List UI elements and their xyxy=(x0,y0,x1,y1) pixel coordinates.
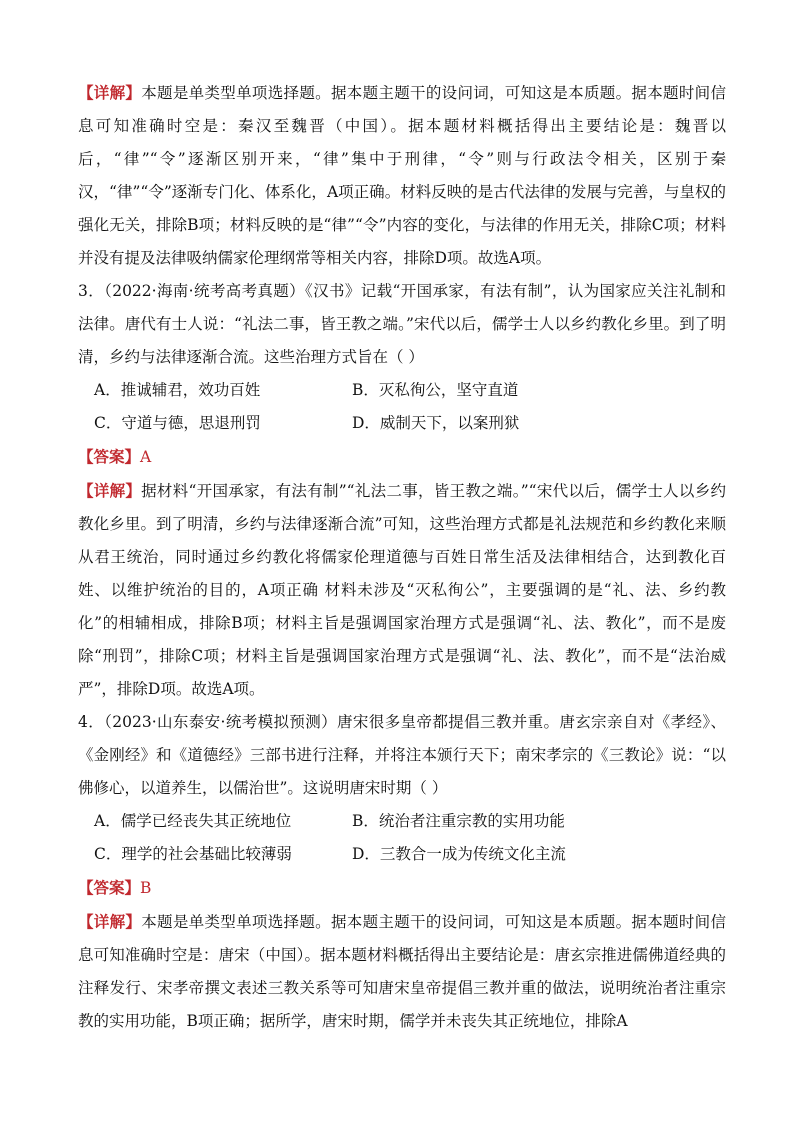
detail-text: 本题是单类型单项选择题。据本题主题干的设问词，可知这是本质题。据本题时间信息可知准确时空是：秦汉至魏晋（中国）。据本题材料概括得出主要结论是：魏晋以后，“律”“令”逐渐区别开来，“律”集中于刑律，“令”则与行政法令相关，区别于秦汉，“律”“令”逐渐专门化、体系化，A项正确。材料反映的是古代法律的发展与完善，与皇权的强化无关，排除B项；材料反映的是“律”“令”内容的变化，与法律的作用无关，排除C项；材料并没有提及法律吸纳儒家伦理纲常等相关内容，排除D项。故选A项。 xyxy=(78,84,726,267)
document-page xyxy=(78,76,726,1038)
question-3-options-row-1 xyxy=(78,374,726,407)
question-3-option-d: D．威制天下，以案刑狱 xyxy=(352,414,520,432)
answer-label: 【答案】 xyxy=(78,878,141,897)
question-4-detail xyxy=(78,905,726,1038)
question-3-answer xyxy=(78,440,726,474)
detail-label: 【详解】 xyxy=(78,912,142,931)
detail-label: 【详解】 xyxy=(78,481,142,500)
detail-text: 本题是单类型单项选择题。据本题主题干的设问词，可知这是本质题。据本题时间信息可知准确时空是：唐宋（中国）。据本题材料概括得出主要结论是：唐玄宗推进儒佛道经典的注释发行、宋孝帝撰文表述三教关系等可知唐宋皇帝提倡三教并重的做法，说明统治者注重宗教的实用功能，B项正确；据所学，唐宋时期，儒学并未丧失其正统地位，排除A xyxy=(78,913,726,1030)
question-4-option-c: C．理学的社会基础比较薄弱 xyxy=(94,845,292,863)
question-4-option-a: A．儒学已经丧失其正统地位 xyxy=(94,812,292,830)
detail-paragraph-prev xyxy=(78,76,726,275)
question-4-stem: 4．（2023·山东泰安·统考模拟预测）唐宋很多皇帝都提倡三教并重。唐玄宗亲自对《孝经》、《金刚经》和《道德经》三部书进行注释，并将注本颁行天下；南宋孝宗的《三教论》说：“以佛修心，以道养生，以儒治世”。这说明唐宋时期（ ） xyxy=(78,713,726,797)
question-4-answer xyxy=(78,871,726,905)
question-3-option-a: A．推诚辅君，效功百姓 xyxy=(94,381,261,399)
question-4-option-b: B．统治者注重宗教的实用功能 xyxy=(352,812,565,830)
question-3-option-b: B．灭私徇公，坚守直道 xyxy=(352,381,519,399)
question-4-options-row-1 xyxy=(78,805,726,838)
question-3-options-row-2 xyxy=(78,407,726,440)
question-3-option-c: C．守道与德，思退刑罚 xyxy=(94,414,261,432)
question-4-option-d: D．三教合一成为传统文化主流 xyxy=(352,845,566,863)
answer-label: 【答案】 xyxy=(78,447,141,466)
detail-text: 据材料“开国承家，有法有制”“礼法二事，皆王教之端。”“宋代以后，儒学士人以乡约教化乡里。到了明清，乡约与法律逐渐合流”可知，这些治理方式都是礼法规范和乡约教化来顺从君王统治，同时通过乡约教化将儒家伦理道德与百姓日常生活及法律相结合，达到教化百姓、以维护统治的目的，A项正确 材料未涉及“灭私徇公”，主要强调的是“礼、法、乡约教化”的相辅相成，排除B项；材料主旨是强调国家治理方式是强调“礼、法、教化”，而不是废除“刑罚”，排除C项；材料主旨是强调国家治理方式是强调“礼、法、教化”，而不是“法治威严”，排除D项。故选A项。 xyxy=(78,482,726,698)
question-4-options-row-2 xyxy=(78,838,726,871)
answer-value: B xyxy=(140,879,152,897)
detail-label: 【详解】 xyxy=(78,83,142,102)
question-3-detail xyxy=(78,474,726,706)
answer-value: A xyxy=(140,448,152,466)
question-3-stem: 3．（2022·海南·统考高考真题）《汉书》记载“开国承家，有法有制”，认为国家应关注礼制和法律。唐代有士人说：“礼法二事，皆王教之端。”宋代以后，儒学士人以乡约教化乡里。到了明清，乡约与法律逐渐合流。这些治理方式旨在（ ） xyxy=(78,282,726,366)
